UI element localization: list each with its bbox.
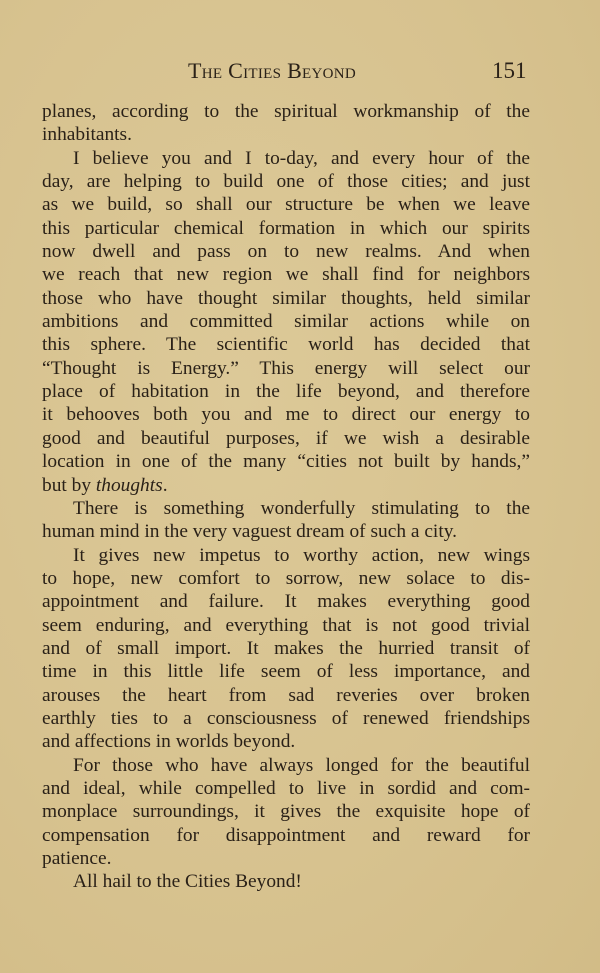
text-line: arouses the heart from sad reveries over broken [42,684,530,706]
text-line: to hope, new comfort to sorrow, new solace to dis- [42,567,530,589]
text-line: There is something wonderfully stimulating to the [73,497,530,519]
paragraph [42,147,530,497]
text-fragment: but by [42,474,96,496]
text-line: good and beautiful purposes, if we wish a desirable [42,427,530,449]
paragraph [42,544,530,754]
text-line: patience. [42,848,112,869]
text-line: location in one of the many “cities not built by hands,” [42,451,530,473]
italic-word: thoughts [95,474,163,496]
paragraph [42,870,530,893]
paragraph [42,497,530,544]
running-title: The Cities Beyond [188,58,357,83]
text-line: planes, according to the spiritual workmanship of the [42,101,530,122]
text-line: time in this little life seem of less importance, and [42,661,530,683]
text-line: I believe you and I to-day, and every hour of the [73,147,530,169]
paragraph [42,100,530,147]
text-line: this sphere. The scientific world has decided that [42,334,530,356]
text-line: monplace surroundings, it gives the exquisite hope of [42,801,530,823]
text-line: place of habitation in the life beyond, and therefore [42,381,530,403]
text-line: this particular chemical formation in which our spirits [42,217,530,239]
text-line: and ideal, while compelled to live in sordid and com- [42,777,530,799]
text-line: appointment and failure. It makes everything good [42,591,530,613]
text-line: earthly ties to a consciousness of renewed friendships [42,707,530,729]
text-line: and of small import. It makes the hurried transit of [42,637,530,659]
text-line: now dwell and pass on to new realms. And when [42,241,530,263]
body-text [42,100,530,894]
text-line: compensation for disappointment and reward for [42,824,530,846]
text-fragment: . [162,474,168,496]
text-line: For those who have always longed for the beautiful [73,754,530,776]
page-number: 151 [492,58,527,83]
running-head [0,50,600,90]
text-line: “Thought is Energy.” This energy will select our [42,357,530,379]
text-line: human mind in the very vaguest dream of such a city. [42,521,457,543]
text-line: ambitions and committed similar actions while on [42,311,530,333]
paragraph [42,754,530,871]
text-line: as we build, so shall our structure be when we leave [42,194,530,216]
text-line: and affections in worlds beyond. [42,731,296,753]
text-line: It gives new impetus to worthy action, new wings [73,544,530,566]
text-line: those who have thought similar thoughts, held similar [42,287,530,309]
text-line: All hail to the Cities Beyond! [73,871,302,893]
text-line: inhabitants. [42,124,132,146]
text-line: we reach that new region we shall find for neighbors [42,264,530,286]
text-line [42,474,530,497]
text-line: day, are helping to build one of those cities; and just [42,171,530,193]
text-line: seem enduring, and everything that is not good trivial [42,614,530,636]
text-line: it behooves both you and me to direct our energy to [42,404,530,426]
